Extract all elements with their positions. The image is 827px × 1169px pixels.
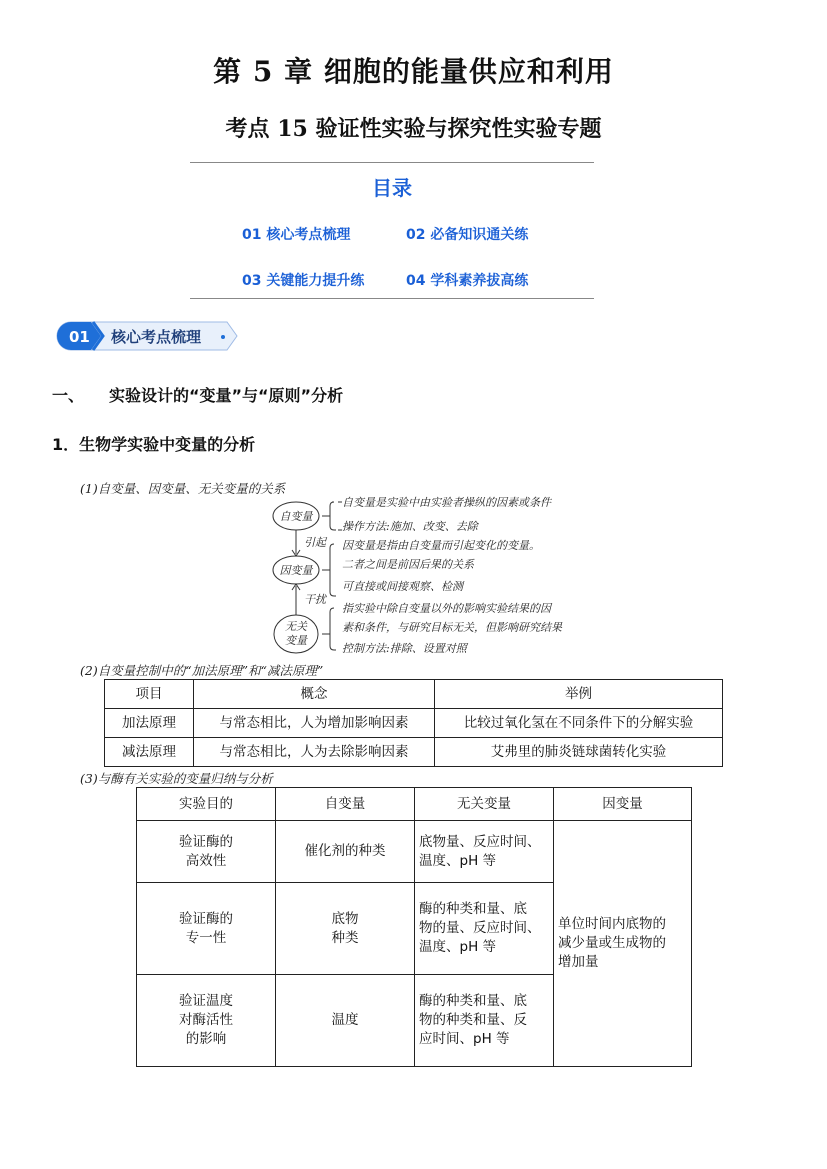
node-irrelevant-label-2: 变量 <box>285 634 307 647</box>
toc-bottom-divider <box>190 298 594 299</box>
sub-heading: 1．生物学实验中变量的分析 <box>52 435 256 454</box>
brace-dependent <box>322 544 336 596</box>
principle-table-header <box>105 680 723 709</box>
cell-line: 对酶活性 <box>179 1012 233 1028</box>
cell-line: 高效性 <box>185 852 227 869</box>
table-cell: 与常态相比，人为增加影响因素 <box>194 709 435 738</box>
header-cell: 自变量 <box>276 788 415 821</box>
cell-line: 验证酶的 <box>179 910 233 927</box>
toc-top-divider <box>190 162 594 163</box>
table-cell: 与常态相比，人为去除影响因素 <box>194 738 435 767</box>
cell-line: 底物量、反应时间、 <box>419 833 541 850</box>
table-cell-irrelevant <box>415 821 554 883</box>
table-cell-independent <box>276 821 415 883</box>
cell-line: 温度、pH 等 <box>419 939 497 955</box>
note-independent-method: 操作方法:施加、改变、去除 <box>342 520 478 533</box>
table-cell-irrelevant <box>415 883 554 975</box>
cell-line: 酶的种类和量、底 <box>419 993 527 1009</box>
table-cell-dependent <box>554 821 692 1067</box>
cell-line: 验证酶的 <box>179 833 233 850</box>
header-cell: 因变量 <box>554 788 692 821</box>
edge-cause-label: 引起 <box>304 536 326 549</box>
table-cell-independent <box>276 975 415 1067</box>
note-irrelevant-def-1: 指实验中除自变量以外的影响实验结果的因 <box>342 602 551 615</box>
header-cell: 概念 <box>194 680 435 709</box>
part-heading <box>52 383 343 406</box>
toc-item-subject-literacy[interactable]: 04 学科素养拔高练 <box>406 273 529 289</box>
table-cell-irrelevant <box>415 975 554 1067</box>
table-row <box>105 738 723 767</box>
table-cell-purpose <box>137 883 276 975</box>
node-dependent-label: 因变量 <box>279 564 313 577</box>
chapter-title: 第 5 章 细胞的能量供应和利用 <box>213 55 614 88</box>
table-cell-purpose <box>137 975 276 1067</box>
cell-line: 温度、pH 等 <box>419 852 497 869</box>
edge-interfere-label: 干扰 <box>304 593 326 606</box>
note-dependent-observe: 可直接或间接观察、检测 <box>342 580 463 593</box>
section-badge-shape <box>55 320 240 352</box>
cell-line: 的影响 <box>185 1031 227 1047</box>
cell-line: 底物 <box>331 910 359 927</box>
header-cell: 项目 <box>105 680 194 709</box>
section-badge <box>55 320 240 352</box>
part-number: 一、 <box>52 386 85 405</box>
cell-line: 应时间、pH 等 <box>419 1031 510 1047</box>
note-dependent-relation: 二者之间是前因后果的关系 <box>342 558 474 571</box>
note-independent-def: 自变量是实验中由实验者操纵的因素或条件 <box>342 496 551 509</box>
node-independent-label: 自变量 <box>279 510 313 523</box>
cell-line: 催化剂的种类 <box>304 843 386 859</box>
cell-line: 增加量 <box>558 954 599 970</box>
toc-item-key-ability[interactable]: 03 关键能力提升练 <box>242 273 365 289</box>
table-cell: 艾弗里的肺炎链球菌转化实验 <box>435 738 723 767</box>
cell-line: 验证温度 <box>179 993 233 1009</box>
fig1-caption: (1)自变量、因变量、无关变量的关系 <box>80 481 286 496</box>
toc-item-essential-knowledge[interactable]: 02 必备知识通关练 <box>406 227 529 243</box>
note-dependent-def: 因变量是指由自变量而引起变化的变量。 <box>342 539 540 552</box>
header-cell: 举例 <box>435 680 723 709</box>
cell-line: 物的量、反应时间、 <box>419 920 541 936</box>
enzyme-table-header <box>137 788 692 821</box>
brace-independent <box>322 502 336 530</box>
header-cell: 实验目的 <box>137 788 276 821</box>
node-irrelevant-label-1: 无关 <box>285 620 307 633</box>
toc-item-core-points[interactable]: 01 核心考点梳理 <box>242 227 351 243</box>
table-cell-independent <box>276 883 415 975</box>
principle-table <box>104 679 723 767</box>
table-cell: 减法原理 <box>105 738 194 767</box>
cell-line: 种类 <box>331 929 359 946</box>
table-cell-purpose <box>137 821 276 883</box>
table-cell: 加法原理 <box>105 709 194 738</box>
toc-title: 目录 <box>372 176 412 200</box>
header-cell: 无关变量 <box>415 788 554 821</box>
table-row <box>137 821 692 883</box>
variable-diagram <box>270 492 590 662</box>
note-irrelevant-def-2: 素和条件，与研究目标无关，但影响研究结果 <box>342 621 562 634</box>
fig2-caption: (2)自变量控制中的“加法原理”和“减法原理” <box>80 663 324 678</box>
table-cell: 比较过氧化氢在不同条件下的分解实验 <box>435 709 723 738</box>
enzyme-variable-table <box>136 787 692 1067</box>
cell-line: 单位时间内底物的 <box>558 916 666 932</box>
section-badge-number: 01 <box>69 328 90 346</box>
section-badge-label: 核心考点梳理 <box>111 328 202 346</box>
part-title: 实验设计的“变量”与“原则”分析 <box>109 386 344 405</box>
fig3-caption: (3)与酶有关实验的变量归纳与分析 <box>80 771 273 786</box>
cell-line: 减少量或生成物的 <box>558 935 666 951</box>
cell-line: 酶的种类和量、底 <box>419 901 527 917</box>
cell-line: 专一性 <box>185 929 227 946</box>
cell-line: 物的种类和量、反 <box>419 1012 527 1028</box>
note-irrelevant-method: 控制方法:排除、设置对照 <box>342 642 467 655</box>
topic-title: 考点 15 验证性实验与探究性实验专题 <box>225 116 602 142</box>
brace-irrelevant <box>322 608 336 650</box>
table-row <box>105 709 723 738</box>
cell-line: 温度 <box>331 1012 359 1028</box>
